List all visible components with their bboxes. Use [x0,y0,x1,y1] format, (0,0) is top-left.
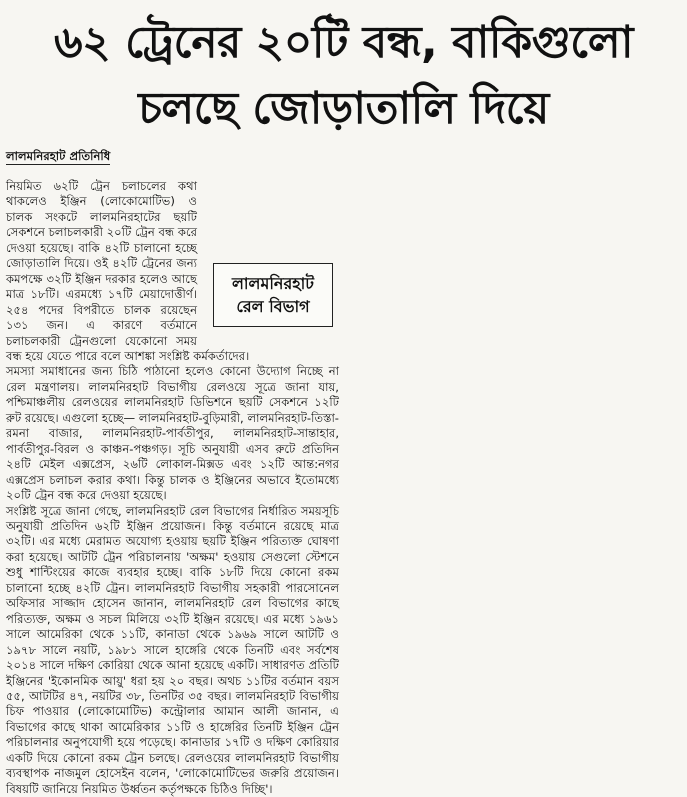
sidebar-box-wrapper [205,257,341,335]
article-column-left [6,149,339,796]
byline: লালমনিরহাট প্রতিনিধি [6,149,111,163]
section-label-line-1: লালমনিরহাট [231,274,315,293]
headline-line-2: চলছে জোড়াতালি দিয়ে [138,83,549,134]
headline [0,0,687,142]
paragraph-3: সংশ্লিষ্ট সূত্রে জানা গেছে, লালমনিরহাট রেল বিভাগের নির্ধারিত সময়সূচি অনুযায়ী প্রতিদিন ৬২টি ইঞ্জিন প্রয়োজন। কিন্তু বর্তমানে রয়েছে মাত্র ৩২টি। এর মধ্যে মেরামত অযোগ্য হওয়ায় ছয়টি ইঞ্জিন পরিত্যক্ত ঘোষণা করা হয়েছে। আটটি ট্রেন পরিচালনায় 'অক্ষম' হওয়ায় সেগুলো স্টেশনে শুধু শান্টিংয়ের কাজে ব্যবহার হচ্ছে। বাকি ১৮টি দিয়ে কোনো রকম চালানো হচ্ছে ৪২টি ট্রেন। লালমনিরহাট বিভাগীয় সহকারী পারসোনেল অফিসার সাজ্জাদ হোসেন জানান, লালমনিরহাট রেল বিভাগের কাছে পরিত্যক্ত, অক্ষম ও সচল মিলিয়ে ৩২টি ইঞ্জিন রয়েছে। এর মধ্যে ১৯৬১ সালে আমেরিকা থেকে ১১টি, কানাডা থেকে ১৯৬৯ সালে আটটি ও ১৯৭৮ সালে নয়টি, ১৯৮১ সালে হাঙ্গেরি থেকে তিনটি এবং সর্বশেষ ২০১৪ সালে দক্ষিণ কোরিয়া থেকে আনা হয়েছে একটি। সাধারণত প্রতিটি ইঞ্জিনের 'ইকোনমিক আয়ু' ধরা হয় ২০ বছর। অথচ ১১টির বর্তমান বয়স ৫৫, আটটির ৪৭, নয়টির ৩৮, তিনটির ৩৫ বছর। লালমনিরহাট বিভাগীয় চিফ পাওয়ার (লোকোমোটিভ) কন্ট্রোলার আমান আলী জানান, এ বিভাগের কাছে থাকা আমেরিকার ১১টি ও হাঙ্গেরির তিনটি ইঞ্জিন ট্রেন পরিচালনার অনুপযোগী হয়ে পড়েছে। কানাডার ১৭টি ও দক্ষিণ কোরিয়ার একটি দিয়ে কোনো রকম ট্রেন চলছে। রেলওয়ের লালমনিরহাট বিভাগীয় ব্যবস্থাপক নাজমুল হোসেইন বলেন, 'লোকোমোটিভের জরুরি প্রয়োজন। বিষয়টি জানিয়ে নিয়মিত উর্ধ্বতন কর্তৃপক্ষকে চিঠিও দিচ্ছি'। [6,503,339,796]
section-label-line-2: রেল বিভাগ [236,297,310,316]
section-label-box [213,263,333,327]
headline-line-1: ৬২ ট্রেনের ২০টি বন্ধ, বাকিগুলো [54,17,633,68]
paragraph-1: নিয়মিত ৬২টি ট্রেন চলাচলের কথা থাকলেও ইঞ্জিন (লোকোমোটিভ) ও চালক সংকটে লালমনিরহাটের ছয়টি সেকশনে চলাচলকারী ২০টি ট্রেন বন্ধ করে দেওয়া হয়েছে। বাকি ৪২টি চালানো হচ্ছে জোড়াতালি দিয়ে। ওই ৪২টি ট্রেনের জন্য কমপক্ষে ৩২টি ইঞ্জিন দরকার হলেও আছে মাত্র ১৮টি। এরমধ্যে ১৭টি মেয়াদোত্তীর্ণ। ২৫৪ পদের বিপরীতে চালক রয়েছেন ১৩১ জন। এ কারণে বর্তমানে চলাচলকারী ট্রেনগুলো যেকোনো সময় বন্ধ হয়ে যেতে পারে বলে আশঙ্কা সংশ্লিষ্ট কর্মকর্তাদের। [6,179,250,363]
paragraph-2: সমস্যা সমাধানের জন্য চিঠি পাঠানো হলেও কোনো উদ্যোগ নিচ্ছে না রেল মন্ত্রণালয়। লালমনিরহাট বিভাগীয় রেলওয়ে সূত্রে জানা যায়, পশ্চিমাঞ্চলীয় রেলওয়ের লালমনিরহাট ডিভিশনে ছয়টি সেকশনে ১২টি রুট রয়েছে। এগুলো হচ্ছে— লালমনিরহাট-বুড়িমারী, লালমনিরহাট-তিস্তা-রমনা বাজার, লালমনিরহাট-পার্বতীপুর, লালমনিরহাট-সান্তাহার, পার্বতীপুর-বিরল ও কাঞ্চন-পঞ্চগড়। সূচি অনুযায়ী এসব রুটে প্রতিদিন ২৪টি মেইল এক্সপ্রেস, ২৬টি লোকাল-মিক্সড এবং ১২টি আন্ত:নগর এক্সপ্রেস চলাচল করার কথা। কিন্তু চালক ও ইঞ্জিনের অভাবে ইতোমধ্যে ২০টি ট্রেন বন্ধ করে দেওয়া হয়েছে। [6,364,339,503]
